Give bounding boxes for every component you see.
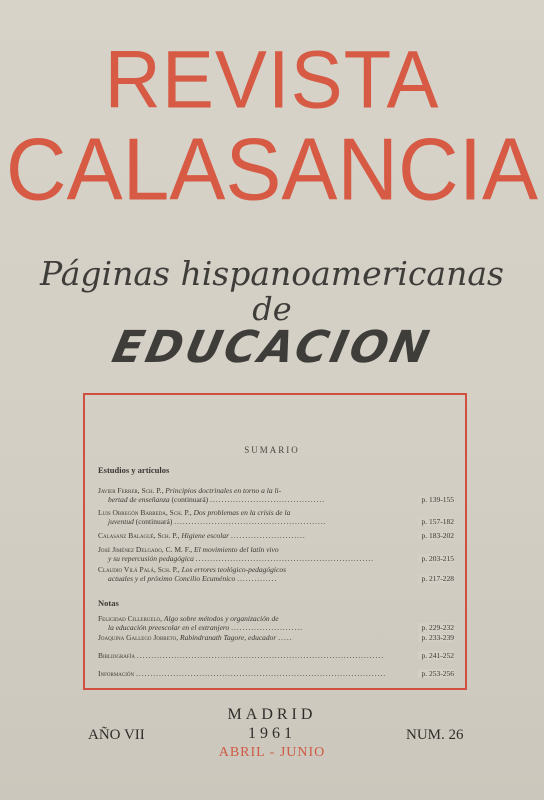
leader-dots: ..............: [237, 574, 278, 583]
toc-entry[interactable]: [98, 508, 454, 526]
entry-title: Rabindranath Tagore, educador: [180, 633, 277, 642]
entry-title: Higiene escolar: [181, 531, 230, 540]
title-line-2: CALASANCIA: [5, 119, 539, 219]
entry-author: José Jiménez Delgado, C. M. F.,: [98, 545, 193, 554]
entry-pages: p. 203-215: [418, 554, 455, 563]
toc-entry-bibliografia[interactable]: [98, 651, 454, 660]
leader-dots: .....................................................: [174, 517, 327, 526]
entry-label: Información: [98, 669, 135, 678]
section-heading-notas: Notas: [98, 598, 119, 608]
issue-number: NUM. 26: [406, 727, 464, 743]
entry-pages: p. 241-252: [418, 651, 455, 660]
entry-pages: p. 183-202: [418, 531, 455, 540]
entry-title-cont: actuales y el próximo Concilio Ecuménico: [108, 574, 236, 583]
entry-author: Felicidad Cilleruelo,: [98, 614, 163, 623]
leader-dots: ..............................................................: [195, 554, 375, 563]
entry-pages: p. 233-239: [418, 633, 455, 642]
entry-pages: p. 253-256: [418, 669, 455, 678]
leader-dots: .......................................................................................: [136, 669, 387, 678]
entry-title-cont: bertad de enseñanza: [108, 495, 170, 504]
entry-pages: p. 139-155: [418, 495, 455, 504]
entry-author: Luis Obregón Barreda, Sch. P.,: [98, 508, 192, 517]
toc-entry[interactable]: [98, 633, 454, 642]
toc-entry[interactable]: [98, 531, 454, 540]
entry-author: Claudio Vilá Palá, Sch. P.,: [98, 565, 180, 574]
entry-note: (continuará): [135, 517, 173, 526]
summary-frame: [83, 393, 467, 690]
entry-author: Joaquina Gallego Jorreto,: [98, 633, 179, 642]
entry-title-cont: juventud: [108, 517, 134, 526]
leader-dots: ......................................................................................: [136, 651, 385, 660]
entry-title-cont: y su repercusión pedagógica: [108, 554, 194, 563]
entry-title: Principios doctrinales en torno a la li-: [165, 486, 282, 495]
subtitle-line-3: EDUCACION: [107, 322, 437, 373]
volume-label: AÑO VII: [88, 727, 145, 743]
leader-dots: .........................: [231, 623, 304, 632]
entry-title: Dos problemas en la crisis de la: [193, 508, 291, 517]
entry-title: Algo sobre métodos y organización de: [163, 614, 279, 623]
publication-city: MADRID: [227, 706, 317, 723]
publication-year: 1961: [248, 725, 296, 742]
entry-label: Bibliografía: [98, 651, 135, 660]
entry-title-cont: la educación preescolar en el extranjero: [108, 623, 230, 632]
leader-dots: .....: [278, 633, 293, 642]
entry-pages: p. 229-232: [418, 623, 455, 632]
toc-entry-informacion[interactable]: [98, 669, 454, 678]
entry-author: Javier Ferrer, Sch. P.,: [98, 486, 164, 495]
publication-months: ABRIL - JUNIO: [218, 745, 326, 760]
leader-dots: ........................................: [210, 495, 326, 504]
toc-entry[interactable]: [98, 614, 454, 632]
entry-pages: p. 157-182: [418, 517, 455, 526]
toc-entry[interactable]: [98, 565, 454, 583]
section-heading-estudios: Estudios y artículos: [98, 465, 170, 475]
entry-pages: p. 217-228: [418, 574, 455, 583]
entry-title: El movimiento del latín vivo: [194, 545, 279, 554]
summary-heading: SUMARIO: [244, 445, 300, 455]
subtitle-line-2: de: [252, 290, 292, 328]
leader-dots: ..........................: [230, 531, 306, 540]
title-line-1: REVISTA: [104, 32, 440, 126]
toc-entry[interactable]: [98, 545, 454, 563]
entry-title: Los errores teológico-pedagógicos: [181, 565, 286, 574]
toc-entry[interactable]: [98, 486, 454, 504]
subtitle-line-1: Páginas hispanoamericanas: [40, 254, 504, 293]
entry-author: Calasanz Balagué, Sch. P.,: [98, 531, 180, 540]
entry-note: (continuará): [171, 495, 209, 504]
